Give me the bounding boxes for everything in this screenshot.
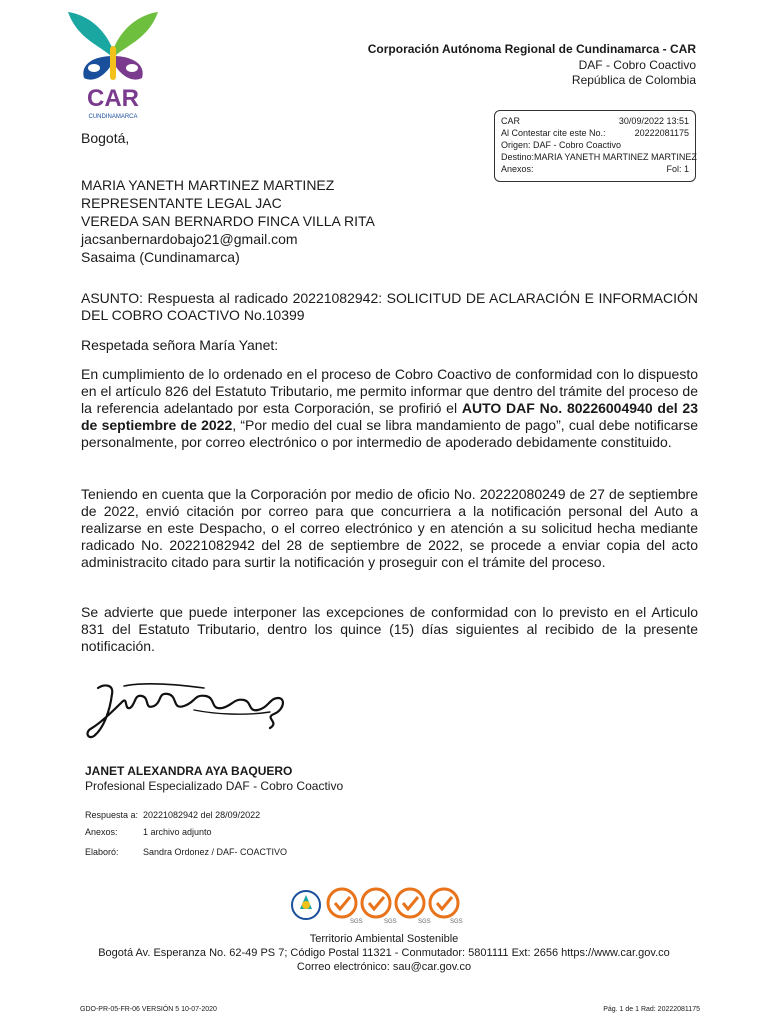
svg-text:CAR: CAR: [87, 85, 139, 112]
country-name: República de Colombia: [571, 73, 696, 87]
stamp-cite-number: 20222081175: [634, 128, 689, 138]
prepared-by: [85, 846, 287, 858]
footer-email: Correo electrónico: sau@car.gov.co: [296, 961, 472, 973]
response-reference: [85, 809, 260, 821]
subject-line: ASUNTO: Respuesta al radicado 20221082942: SOLICITUD DE ACLARACIÓN E INFORMACIÓN DEL COBRO COACTIVO No.10399: [81, 290, 698, 323]
paragraph-3: Se advierte que puede interponer las excepciones de conformidad con lo previsto en el Articulo 831 del Estatuto Tributario, dentro los quince (15) días siguientes al recibido de la presente notificación.: [81, 604, 698, 654]
response-value: 20221082942 del 28/09/2022: [143, 810, 261, 820]
paragraph-2: Teniendo en cuenta que la Corporación por medio de oficio No. 20222080249 de 27 de septiembre de 2022, envió citación por correo para que concurriera a la notificación personal del Auto a realizarse en este Despacho, o el correo electrónico y en atención a su solicitud hecha mediante radicado No. 20221082942 del 28 de septiembre de 2022, se procede a enviar copia del acto administracito citado para surtir la notificación y proseguir con el trámite del proceso.: [81, 486, 698, 570]
stamp-cite-label: Al Contestar cite este No.:: [501, 128, 606, 138]
sgs-certification-icon: [328, 889, 363, 925]
svg-text:SGS: SGS: [418, 919, 431, 925]
stamp-entity: CAR: [501, 116, 521, 126]
recipient-location: Sasaima (Cundinamarca): [81, 249, 240, 265]
handwritten-signature: [84, 680, 294, 742]
salutation: Respetada señora María Yanet:: [81, 337, 279, 353]
auto-reference: AUTO DAF No. 80226004940 del 23 de septiembre de 2022: [81, 400, 698, 433]
stamp-destination: Destino:MARIA YANETH MARTINEZ MARTINEZ: [501, 152, 697, 162]
filing-stamp: [494, 110, 696, 182]
recipient-name: MARIA YANETH MARTINEZ MARTINEZ: [81, 177, 335, 193]
city-line: Bogotá,: [81, 130, 130, 146]
signer-title: Profesional Especializado DAF - Cobro Coactivo: [85, 779, 344, 793]
prepared-value: Sandra Ordonez / DAF- COACTIVO: [143, 847, 288, 857]
paragraph-1-end: , “Por medio del cual se libra mandamiento de pago”, cual debe notificarse personalmente, por correo electrónico o por intermedio de apoderado debidamente constituido.: [81, 417, 699, 450]
recipient-role: REPRESENTANTE LEGAL JAC: [81, 195, 282, 211]
paragraph-1: [81, 366, 698, 451]
car-logo: [64, 6, 162, 122]
svg-text:CUNDINAMARCA: CUNDINAMARCA: [88, 114, 138, 120]
sgs-certification-icon: [396, 889, 431, 925]
footer-tagline: Territorio Ambiental Sostenible: [309, 933, 459, 945]
footer-address: Bogotá Av. Esperanza No. 62-49 PS 7; Código Postal 11321 - Conmutador: 5801111 Ext: 2656 https://www.car.gov.co: [98, 947, 670, 959]
annexes-info: [85, 826, 212, 838]
organization-name: Corporación Autónoma Regional de Cundinamarca - CAR: [367, 42, 696, 56]
signer-name: JANET ALEXANDRA AYA BAQUERO: [85, 764, 293, 778]
sgs-certification-icon: [362, 889, 397, 925]
stamp-annexes: Anexos:: [501, 164, 534, 174]
stamp-datetime: 30/09/2022 13:51: [618, 116, 689, 126]
seal-icon: [292, 891, 320, 919]
department-name: DAF - Cobro Coactivo: [578, 58, 696, 72]
stamp-folios: Fol: 1: [666, 164, 689, 174]
page-info: Pág. 1 de 1 Rad: 20222081175: [603, 1006, 700, 1013]
response-label: Respuesta a:: [85, 810, 139, 820]
form-code: GDO-PR-05-FR-06 VERSIÓN 5 10-07-2020: [80, 1006, 217, 1013]
svg-text:SGS: SGS: [350, 919, 363, 925]
paragraph-1-start: En cumplimiento de lo ordenado en el proceso de Cobro Coactivo de conformidad con lo dispuesto en el artículo 826 del Estatuto Tributario, me permito informar que dentro del trámite del proceso de la referencia adelantado por esta Corporación, se profirió el: [81, 366, 698, 416]
sgs-certification-icon: [430, 889, 463, 925]
stamp-origin: Origen: DAF - Cobro Coactivo: [501, 140, 622, 150]
annexes-label: Anexos:: [85, 827, 118, 837]
svg-text:SGS: SGS: [384, 919, 397, 925]
annexes-value: 1 archivo adjunto: [143, 827, 212, 837]
recipient-address: VEREDA SAN BERNARDO FINCA VILLA RITA: [81, 213, 375, 229]
prepared-label: Elaboró:: [85, 847, 119, 857]
certification-logos: [290, 883, 465, 931]
recipient-block: [81, 176, 375, 266]
recipient-email: jacsanbernardobajo21@gmail.com: [81, 231, 298, 247]
svg-text:SGS: SGS: [450, 919, 463, 925]
